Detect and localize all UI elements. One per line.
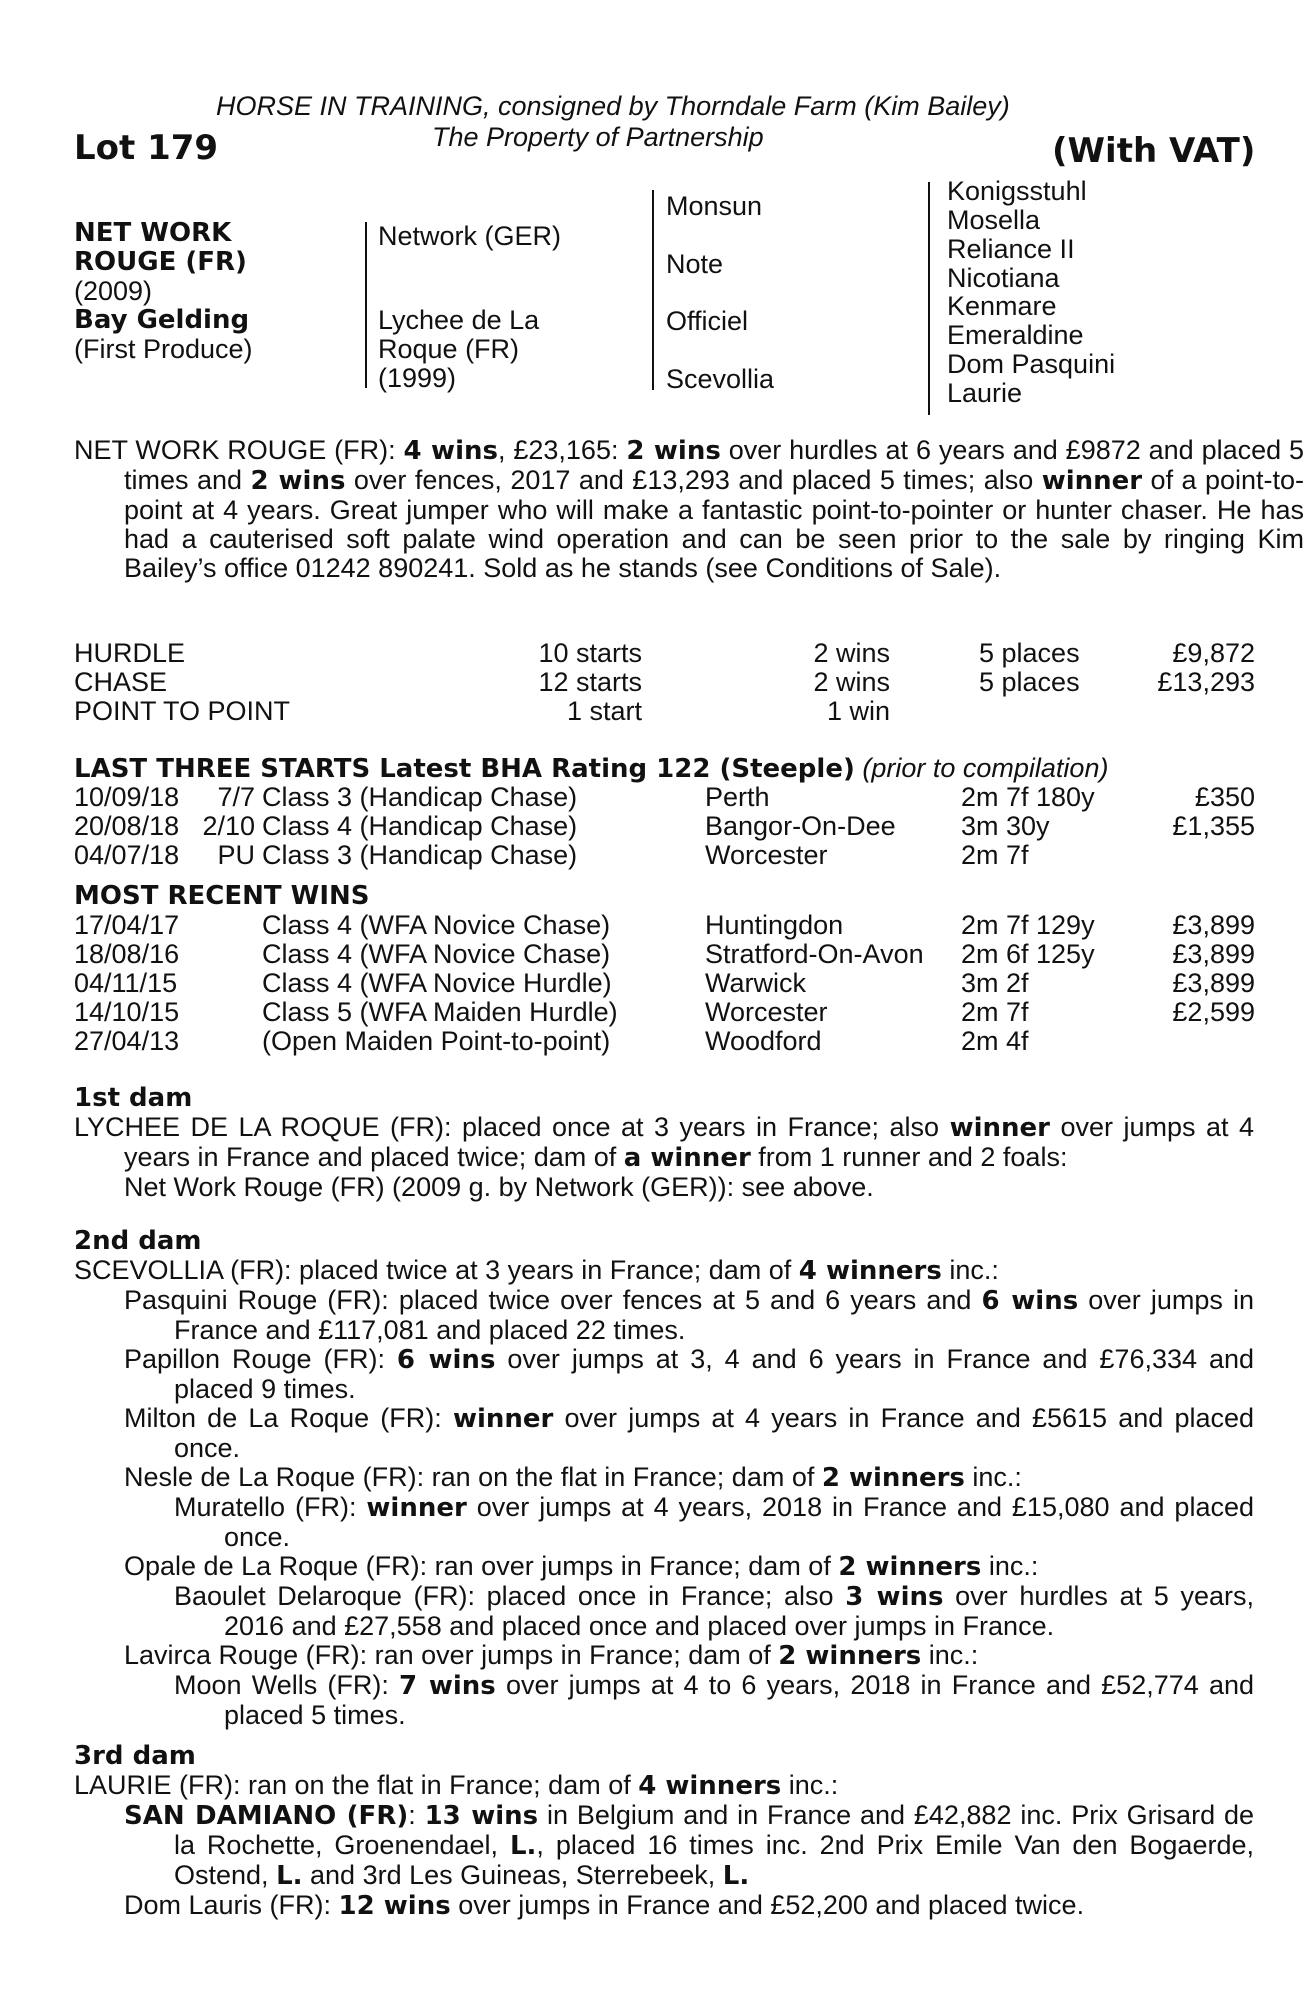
record-starts: 10 starts xyxy=(538,638,642,668)
text: over jumps at 4 to 6 years, 2018 in France and £52,774 and placed 5 times. xyxy=(224,1670,1254,1730)
win-date: 18/08/16 xyxy=(74,939,180,969)
win-race: (Open Maiden Point-to-point) xyxy=(262,1026,611,1056)
pedigree-gen3-item: Scevollia xyxy=(666,364,775,394)
win-prize: £3,899 xyxy=(1172,939,1255,969)
start-race: Class 3 (Handicap Chase) xyxy=(262,840,578,870)
record-type: CHASE xyxy=(74,667,168,697)
start-position: 7/7 xyxy=(217,782,255,812)
win-course: Warwick xyxy=(705,968,806,998)
summary-bold: winner xyxy=(1041,466,1143,496)
record-wins: 1 win xyxy=(826,696,890,726)
pedigree-divider-3 xyxy=(928,182,930,415)
pedigree-gen4-item: Laurie xyxy=(947,378,1023,408)
summary-text: NET WORK ROUGE (FR): xyxy=(74,435,404,465)
pedigree-gen4-item: Kenmare xyxy=(947,291,1057,321)
third-dam-section xyxy=(74,1771,1254,1921)
vat-label: (With VAT) xyxy=(1052,131,1256,171)
record-wins: 2 wins xyxy=(813,638,890,668)
start-course: Bangor-On-Dee xyxy=(705,811,896,841)
win-race: Class 5 (WFA Maiden Hurdle) xyxy=(262,997,618,1027)
second-dam-section xyxy=(74,1256,1254,1730)
win-date: 14/10/15 xyxy=(74,997,180,1027)
text: Baoulet Delaroque (FR): placed once in France; also xyxy=(174,1581,846,1611)
bold-text: 4 winners xyxy=(638,1771,782,1801)
text: over jumps in France and £52,200 and placed twice. xyxy=(450,1890,1085,1920)
win-distance: 2m 7f 129y xyxy=(961,910,1095,940)
record-wins: 2 wins xyxy=(813,667,890,697)
text: over hurdles at 5 years, 2016 and £27,558 and placed once and placed over jumps in France. xyxy=(224,1581,1254,1641)
record-type: POINT TO POINT xyxy=(74,696,291,726)
win-prize: £2,599 xyxy=(1172,997,1255,1027)
bold-text: winner xyxy=(366,1493,467,1523)
win-date: 04/11/15 xyxy=(74,968,178,998)
text: , placed 16 times inc. 2nd Prix Emile Van den Bogaerde, Ostend, xyxy=(174,1830,1254,1890)
bold-text: 2 winners xyxy=(778,1641,922,1671)
lot-number: Lot 179 xyxy=(74,128,219,168)
win-course: Worcester xyxy=(705,997,828,1027)
win-race: Class 4 (WFA Novice Chase) xyxy=(262,910,611,940)
win-course: Stratford-On-Avon xyxy=(705,939,924,969)
summary-text: over hurdles at 6 years and £9872 and placed 5 times and xyxy=(124,435,1305,495)
start-position: 2/10 xyxy=(202,811,255,841)
bold-text: 6 wins xyxy=(981,1286,1079,1316)
text: LYCHEE DE LA ROQUE (FR): placed once at 3 years in France; also xyxy=(74,1112,950,1142)
last-three-heading xyxy=(74,754,1108,784)
record-starts: 1 start xyxy=(566,696,642,726)
text: Milton de La Roque (FR): xyxy=(124,1403,453,1433)
record-prize: £9,872 xyxy=(1172,638,1255,668)
win-date: 17/04/17 xyxy=(74,910,180,940)
pedigree-divider-2 xyxy=(652,190,654,390)
record-places: 5 places xyxy=(979,667,1080,697)
pedigree-dam-line3: (1999) xyxy=(378,363,457,393)
text: and 3rd Les Guineas, Sterrebeek, xyxy=(302,1860,723,1890)
text: Papillon Rouge (FR): xyxy=(124,1344,397,1374)
summary-bold: 2 wins xyxy=(250,466,346,496)
text: Moon Wells (FR): xyxy=(174,1670,400,1700)
text: over jumps at 3, 4 and 6 years in France and £76,334 and placed 9 times. xyxy=(174,1344,1254,1404)
start-course: Perth xyxy=(705,782,770,812)
horse-note: (First Produce) xyxy=(74,334,253,364)
bold-text: 6 wins xyxy=(396,1345,496,1375)
text: over jumps at 4 years in France and placed twice; dam of xyxy=(124,1112,1254,1172)
text: over jumps at 4 years in France and £5615 and placed once. xyxy=(174,1403,1255,1463)
pedigree-dam-line1: Lychee de La xyxy=(378,305,540,335)
win-prize: £3,899 xyxy=(1172,910,1255,940)
win-distance: 2m 7f xyxy=(961,997,1029,1027)
horse-name-line2: ROUGE (FR) xyxy=(74,247,247,277)
win-distance: 2m 6f 125y xyxy=(961,939,1095,969)
text: in Belgium and in France and £42,882 inc. Prix Grisard de la Rochette, Groenendael, xyxy=(174,1800,1254,1860)
text: inc.: xyxy=(781,1770,839,1800)
pedigree-dam-line2: Roque (FR) xyxy=(378,334,520,364)
summary-text: of a point-to-point at 4 years. Great jumper who will make a fantastic point-to-pointer or hunter chaser. He has had a cauterised soft palate wind operation and can be seen prior to the sale by ringing Kim Bailey’s office 01242 890241. Sold as he stands (see Conditions of Sale). xyxy=(124,465,1305,583)
horse-sex: Bay Gelding xyxy=(74,305,250,335)
text: Pasquini Rouge (FR): placed twice over fences at 5 and 6 years and xyxy=(124,1285,982,1315)
text: : xyxy=(408,1800,425,1830)
text: Lavirca Rouge (FR): ran over jumps in France; dam of xyxy=(124,1640,779,1670)
recent-wins-heading: MOST RECENT WINS xyxy=(74,881,370,911)
pedigree-divider-1 xyxy=(365,222,367,388)
start-prize: £350 xyxy=(1194,782,1255,812)
win-prize: £3,899 xyxy=(1172,968,1255,998)
text: from 1 runner and 2 foals: xyxy=(750,1142,1068,1172)
start-prize: £1,355 xyxy=(1172,811,1255,841)
pedigree-gen3-item: Monsun xyxy=(666,191,763,221)
win-date: 27/04/13 xyxy=(74,1026,180,1056)
win-course: Huntingdon xyxy=(705,910,844,940)
pedigree-gen3-item: Note xyxy=(666,249,724,279)
pedigree-gen4-item: Reliance II xyxy=(947,234,1075,264)
text: Muratello (FR): xyxy=(174,1492,367,1522)
text: over jumps at 4 years, 2018 in France and £15,080 and placed once. xyxy=(224,1492,1254,1552)
consignor-line: HORSE IN TRAINING, consigned by Thorndale Farm (Kim Bailey) xyxy=(216,91,1010,121)
summary-text: , £23,165: xyxy=(497,435,627,465)
start-course: Worcester xyxy=(705,840,828,870)
start-date: 20/08/18 xyxy=(74,811,180,841)
bold-text: 4 winners xyxy=(798,1256,942,1286)
bold-text: 12 wins xyxy=(338,1891,451,1921)
first-dam-section xyxy=(74,1113,1254,1202)
bold-text: 2 winners xyxy=(821,1463,965,1493)
pedigree-gen4-item: Konigsstuhl xyxy=(947,176,1087,206)
last-three-heading-note: (prior to compilation) xyxy=(854,753,1109,783)
start-date: 10/09/18 xyxy=(74,782,180,812)
start-distance: 2m 7f xyxy=(961,840,1029,870)
text: Net Work Rouge (FR) (2009 g. by Network (GER)): see above. xyxy=(124,1172,874,1202)
start-distance: 2m 7f 180y xyxy=(961,782,1095,812)
text: over jumps in France and £117,081 and placed 22 times. xyxy=(174,1285,1255,1345)
text: inc.: xyxy=(964,1462,1022,1492)
text: inc.: xyxy=(941,1255,999,1285)
listed-marker: L. xyxy=(722,1861,750,1891)
pedigree-gen3-item: Officiel xyxy=(666,306,749,336)
third-dam-heading: 3rd dam xyxy=(74,1741,196,1771)
listed-marker: L. xyxy=(509,1831,537,1861)
record-starts: 12 starts xyxy=(538,667,642,697)
text: Opale de La Roque (FR): ran over jumps in France; dam of xyxy=(124,1551,839,1581)
property-line: The Property of Partnership xyxy=(432,122,764,152)
summary-text: over fences, 2017 and £13,293 and placed 5 times; also xyxy=(345,465,1042,495)
record-prize: £13,293 xyxy=(1157,667,1255,697)
win-distance: 3m 2f xyxy=(961,968,1029,998)
bold-text: 3 wins xyxy=(845,1582,944,1612)
start-position: PU xyxy=(217,840,255,870)
horse-year: (2009) xyxy=(74,276,153,306)
bold-text: 13 wins xyxy=(424,1801,539,1831)
bold-text: winner xyxy=(452,1404,554,1434)
last-three-heading-bold: LAST THREE STARTS Latest BHA Rating 122 (Steeple) xyxy=(74,754,855,784)
bold-text: 7 wins xyxy=(399,1671,496,1701)
start-race: Class 4 (Handicap Chase) xyxy=(262,811,578,841)
summary-paragraph xyxy=(74,436,1304,583)
text: inc.: xyxy=(921,1640,979,1670)
bold-text: winner xyxy=(949,1113,1050,1143)
text: inc.: xyxy=(981,1551,1039,1581)
bold-text: 2 winners xyxy=(838,1552,982,1582)
text: LAURIE (FR): ran on the flat in France; dam of xyxy=(74,1770,639,1800)
pedigree-sire: Network (GER) xyxy=(378,221,562,251)
win-race: Class 4 (WFA Novice Chase) xyxy=(262,939,611,969)
pedigree-gen4-item: Mosella xyxy=(947,205,1041,235)
start-race: Class 3 (Handicap Chase) xyxy=(262,782,578,812)
win-distance: 2m 4f xyxy=(961,1026,1029,1056)
summary-bold: 4 wins xyxy=(403,436,498,466)
first-dam-produce xyxy=(74,1173,1254,1202)
pedigree-gen4-item: Nicotiana xyxy=(947,263,1060,293)
bold-text: a winner xyxy=(623,1143,751,1173)
text: SCEVOLLIA (FR): placed twice at 3 years in France; dam of xyxy=(74,1255,799,1285)
first-dam-heading: 1st dam xyxy=(74,1083,193,1113)
pedigree-gen4-item: Dom Pasquini xyxy=(947,349,1116,379)
horse-name-line1: NET WORK xyxy=(74,218,232,248)
stakes-winner-name: SAN DAMIANO (FR) xyxy=(124,1801,409,1831)
summary-bold: 2 wins xyxy=(626,436,721,466)
start-distance: 3m 30y xyxy=(961,811,1050,841)
win-race: Class 4 (WFA Novice Hurdle) xyxy=(262,968,612,998)
second-dam-heading: 2nd dam xyxy=(74,1226,202,1256)
record-places: 5 places xyxy=(979,638,1080,668)
win-course: Woodford xyxy=(705,1026,822,1056)
text: Dom Lauris (FR): xyxy=(124,1890,339,1920)
pedigree-gen4-item: Emeraldine xyxy=(947,320,1084,350)
listed-marker: L. xyxy=(276,1861,303,1891)
record-type: HURDLE xyxy=(74,638,186,668)
start-date: 04/07/18 xyxy=(74,840,180,870)
text: Nesle de La Roque (FR): ran on the flat in France; dam of xyxy=(124,1462,822,1492)
